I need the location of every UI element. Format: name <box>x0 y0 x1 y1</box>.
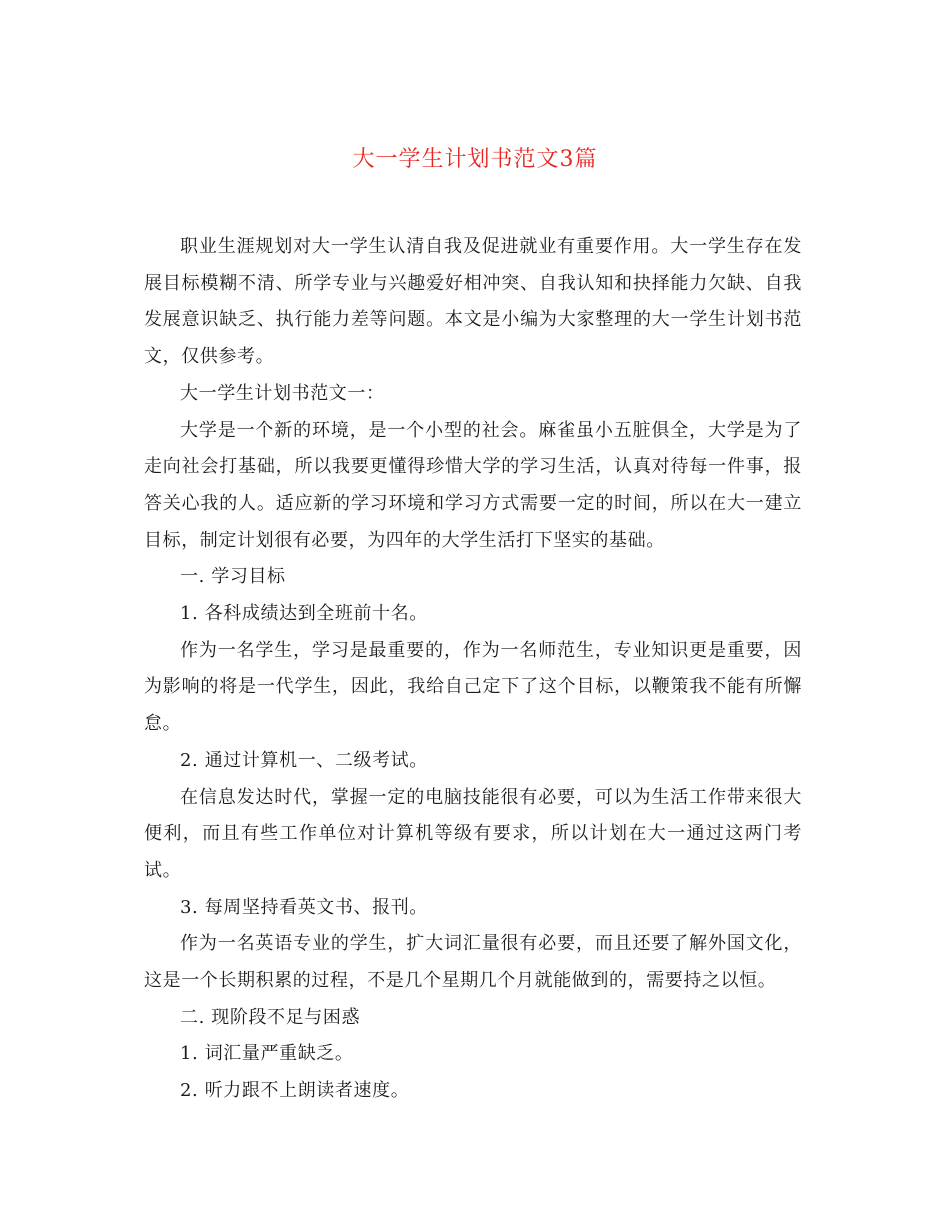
section-heading-study-goals: 一. 学习目标 <box>180 566 286 588</box>
goal-item-2: 2. 通过计算机一、二级考试。 <box>180 749 428 771</box>
intro-paragraph: 职业生涯规划对大一学生认清自我及促进就业有重要作用。大一学生存在发展目标模糊不清、所学专业与兴趣爱好相冲突、自我认知和抉择能力欠缺、自我发展意识缺乏、执行能力差等问题。本文是小编为大家整理的大一学生计划书范文，仅供参考。 <box>144 236 802 368</box>
goal-item-3: 3. 每周坚持看英文书、报刊。 <box>180 896 428 918</box>
shortcoming-item-2: 2. 听力跟不上朗读者速度。 <box>180 1080 410 1102</box>
shortcoming-item-1: 1. 词汇量严重缺乏。 <box>180 1043 354 1065</box>
body-paragraph: 大学是一个新的环境，是一个小型的社会。麻雀虽小五脏俱全，大学是为了走向社会打基础，所以我要更懂得珍惜大学的学习生活，认真对待每一件事，报答关心我的人。适应新的学习环境和学习方式需要一定的时间，所以在大一建立目标，制定计划很有必要，为四年的大学生活打下坚实的基础。 <box>144 419 802 551</box>
section-heading-sample-one: 大一学生计划书范文一： <box>180 382 385 404</box>
body-paragraph: 作为一名英语专业的学生，扩大词汇量很有必要，而且还要了解外国文化，这是一个长期积累的过程，不是几个星期几个月就能做到的，需要持之以恒。 <box>144 933 802 992</box>
body-paragraph: 作为一名学生，学习是最重要的，作为一名师范生，专业知识更是重要，因为影响的将是一代学生，因此，我给自己定下了这个目标，以鞭策我不能有所懈怠。 <box>144 639 802 735</box>
body-paragraph: 在信息发达时代，掌握一定的电脑技能很有必要，可以为生活工作带来很大便利，而且有些工作单位对计算机等级有要求，所以计划在大一通过这两门考试。 <box>144 786 802 881</box>
section-heading-shortcomings: 二. 现阶段不足与困惑 <box>180 1006 361 1028</box>
document-title: 大一学生计划书范文3篇 <box>352 147 598 172</box>
goal-item-1: 1. 各科成绩达到全班前十名。 <box>180 603 428 625</box>
document-body <box>144 229 802 1110</box>
